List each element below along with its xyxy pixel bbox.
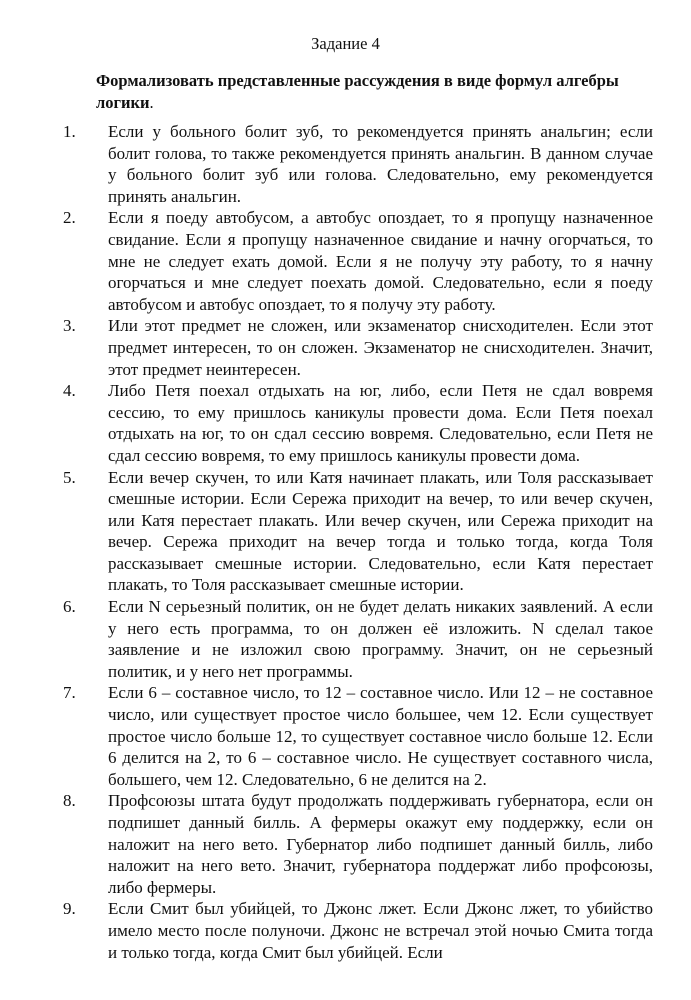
item-text: Или этот предмет не сложен, или экзаменатор снисходителен. Если этот предмет интересен, то он сложен. Экзаменатор не снисходителен. Значит, этот предмет неинтересен. (108, 316, 653, 379)
item-text: Если я поеду автобусом, а автобус опоздает, то я пропущу назначенное свидание. Если я пропущу назначенное свидание и начну огорчаться, то мне не следует ехать домой. Если я не получу эту работу, то я начну огорчаться и мне следует поехать домой. Следовательно, если я поеду автобусом и автобус опоздает, то я получу эту работу. (108, 208, 653, 314)
list-item (0, 207, 691, 315)
item-text: Профсоюзы штата будут продолжать поддерживать губернатора, если он подпишет данный билль. А фермеры окажут ему поддержку, если он наложит на него вето. Губернатор либо подпишет данный билль, либо наложит на него вето. Значит, губернатора поддержат либо профсоюзы, либо фермеры. (108, 791, 653, 897)
item-number: 6. (63, 597, 76, 617)
task-heading-text: Формализовать представленные рассуждения в виде формул алгебры логики (96, 71, 619, 112)
task-heading (96, 70, 626, 114)
item-text: Либо Петя поехал отдыхать на юг, либо, если Петя не сдал вовремя сессию, то ему пришлось каникулы провести дома. Если Петя поехал отдыхать на юг, то он сдал сессию вовремя. Следовательно, если Петя не сдал сессию вовремя, то ему пришлось каникулы провести дома. (108, 381, 653, 465)
item-number: 4. (63, 381, 76, 401)
problem-list (0, 121, 691, 963)
item-text: Если вечер скучен, то или Катя начинает плакать, или Толя рассказывает смешные истории. Если Сережа приходит на вечер, то или вечер скучен, или Катя перестает плакать. Или вечер скучен, или Сережа приходит на вечер. Сережа приходит на вечер тогда и только тогда, когда Толя рассказывает смешные истории. Следовательно, если Катя перестает плакать, то Толя рассказывает смешные истории. (108, 467, 653, 595)
item-text: Если N серьезный политик, он не будет делать никаких заявлений. А если у него есть программа, то он должен её изложить. N сделал такое заявление и не изложил свою программу. Значит, он не серьезный политик, и у него нет программы. (108, 597, 653, 681)
item-number: 9. (63, 899, 76, 919)
item-number: 2. (63, 208, 76, 228)
item-number: 7. (63, 683, 76, 703)
list-item (0, 467, 691, 597)
item-text: Если у больного болит зуб, то рекомендуется принять анальгин; если болит голова, то также рекомендуется принять анальгин. В данном случае у больного болит зуб или голова. Следовательно, ему рекомендуется принять анальгин. (108, 122, 653, 206)
list-item (0, 790, 691, 898)
list-item (0, 315, 691, 380)
task-heading-period: . (149, 93, 154, 112)
item-text: Если Смит был убийцей, то Джонс лжет. Если Джонс лжет, то убийство имело место после полуночи. Джонс не встречал этой ночью Смита тогда и только тогда, когда Смит был убийцей. Если (108, 899, 653, 962)
item-number: 8. (63, 791, 76, 811)
list-item (0, 898, 691, 963)
task-title: Задание 4 (311, 34, 380, 53)
list-item (0, 682, 691, 790)
item-text: Если 6 – составное число, то 12 – составное число. Или 12 – не составное число, или существует простое число большее, чем 12. Если существует простое число больше 12, то существует составное число больше 12. Если 6 делится на 2, то 6 – составное число. Не существует составного числа, большего, чем 12. Следовательно, 6 не делится на 2. (108, 683, 653, 789)
item-number: 1. (63, 122, 76, 141)
list-item (0, 596, 691, 682)
item-number: 5. (63, 467, 76, 487)
item-number: 3. (63, 316, 76, 336)
list-item (0, 380, 691, 466)
list-item (0, 121, 691, 207)
